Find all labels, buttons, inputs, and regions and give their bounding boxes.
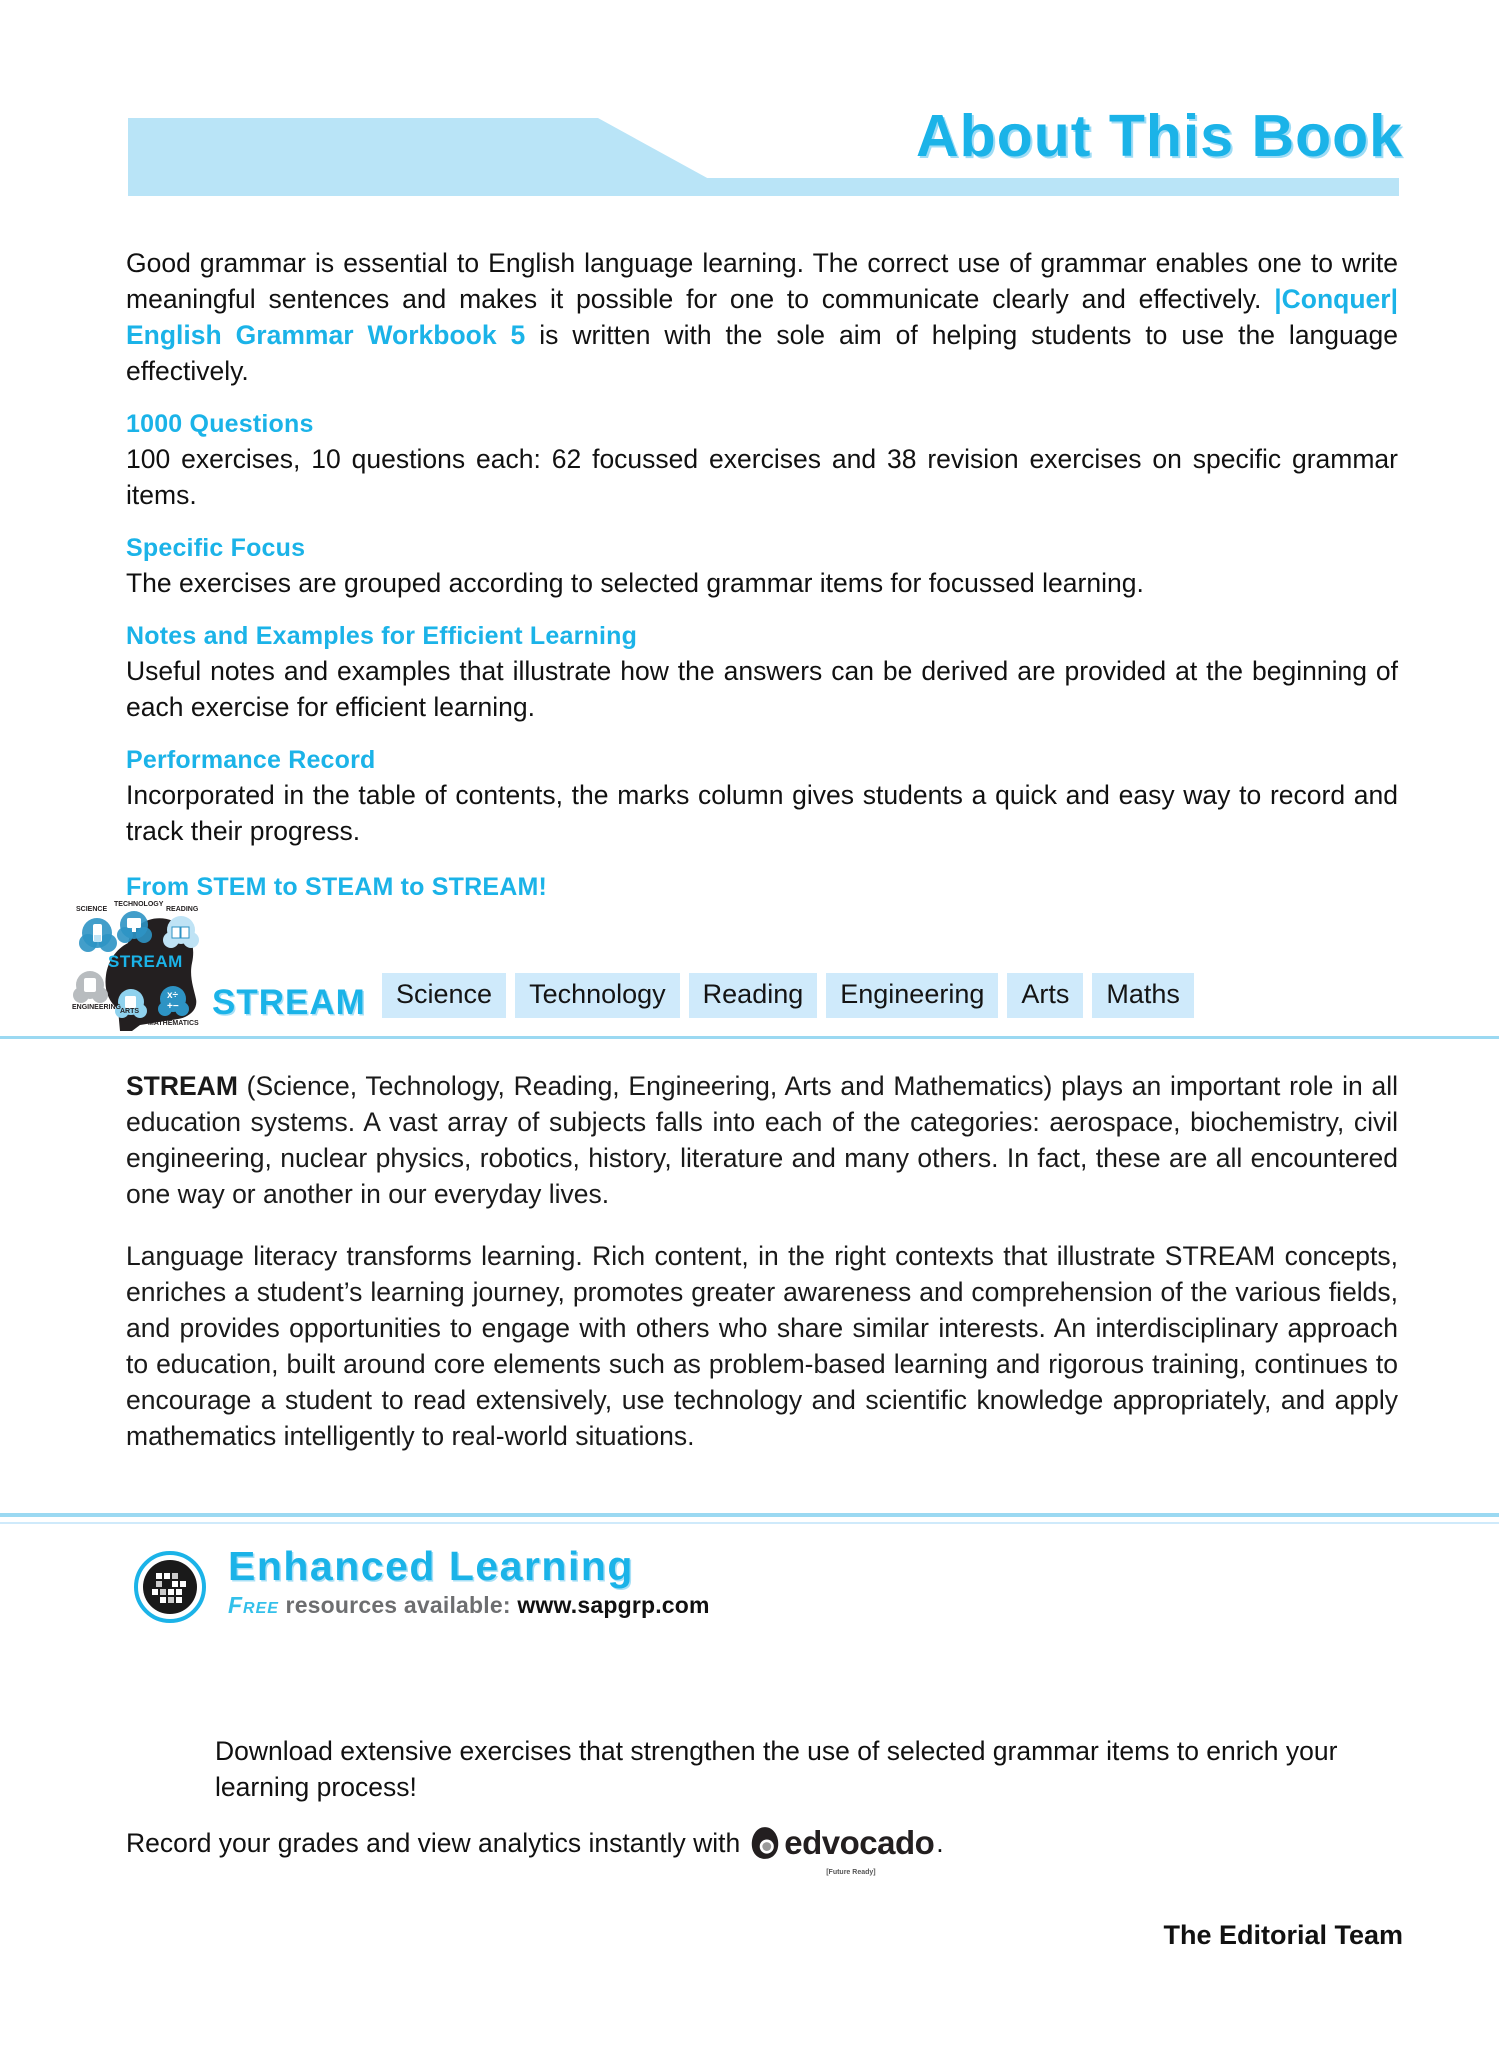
tab-arts[interactable]: Arts [1007, 973, 1083, 1018]
page-title: About This Book [916, 103, 1403, 169]
section-heading-notes: Notes and Examples for Efficient Learning [126, 622, 638, 650]
stream-acronym: STREAM [126, 1071, 238, 1101]
edvocado-suffix: . [936, 1828, 944, 1858]
free-label: Free [228, 1592, 279, 1619]
intro-paragraph [126, 245, 1398, 389]
svg-text:ARTS: ARTS [120, 1008, 140, 1015]
tab-engineering[interactable]: Engineering [826, 973, 998, 1018]
svg-text:STREAM: STREAM [108, 952, 183, 971]
svg-text:x÷: x÷ [167, 990, 179, 1001]
section-divider-top [0, 1513, 1499, 1517]
stream-wordmark: STREAM [212, 983, 366, 1022]
resources-url[interactable]: www.sapgrp.com [517, 1592, 710, 1619]
svg-text:ENGINEERING: ENGINEERING [72, 1004, 122, 1011]
section-body-notes: Useful notes and examples that illustrate how the answers can be derived are provided at the beginning of each exercise for efficient learning. [126, 656, 1398, 722]
intro-part1: Good grammar is essential to English language learning. The correct use of grammar enables one to write meaningful sentences and makes it possible for one to communicate clearly and effectively. [126, 248, 1398, 314]
edvocado-tagline: [Future Ready] [826, 1869, 876, 1876]
svg-text:+−: +− [167, 1001, 179, 1012]
section-body-focus: The exercises are grouped according to selected grammar items for focussed learning. [126, 568, 1144, 598]
tab-technology[interactable]: Technology [515, 973, 680, 1018]
enhanced-learning-subtitle [228, 1592, 710, 1619]
enhanced-learning-description: Download extensive exercises that strengthen the use of selected grammar items to enrich your learning process! [215, 1736, 1338, 1802]
stream-paragraph-2: Language literacy transforms learning. Rich content, in the right contexts that illustrate STREAM concepts, enriches a student’s learning journey, promotes greater awareness and comprehension of the various fields, and provides opportunities to engage with others who share similar interests. An interdisciplinary approach to education, built around core elements such as problem-based learning and rigorous training, continues to encourage a student to read extensively, use technology and scientific knowledge appropriately, and apply mathematics intelligently to real-world situations. [126, 1241, 1398, 1451]
tab-science[interactable]: Science [382, 973, 506, 1018]
section-body-questions: 100 exercises, 10 questions each: 62 focussed exercises and 38 revision exercises on specific grammar items. [126, 444, 1398, 510]
stream-tabs [382, 973, 1194, 1018]
stream-strip [0, 893, 1499, 1038]
intro-part2: is written with the sole aim of helping students to use the language effectively. [126, 320, 1398, 386]
main-content [126, 245, 1398, 904]
svg-text:TECHNOLOGY: TECHNOLOGY [114, 901, 164, 908]
section-heading-focus: Specific Focus [126, 534, 306, 562]
stream-description [126, 1068, 1398, 1454]
section-body-performance: Incorporated in the table of contents, the marks column gives students a quick and easy way to record and track their progress. [126, 780, 1398, 846]
section-divider-bottom [0, 1522, 1499, 1524]
edvocado-prefix: Record your grades and view analytics instantly with [126, 1828, 741, 1858]
resources-label: resources available: [278, 1592, 518, 1619]
stream-paragraph-1 [126, 1068, 1398, 1212]
editorial-signature: The Editorial Team [1163, 1920, 1403, 1950]
section-heading-performance: Performance Record [126, 746, 376, 774]
enhanced-learning-block [126, 1545, 1398, 1623]
svg-text:MATHEMATICS: MATHEMATICS [148, 1020, 199, 1027]
stream-divider [0, 1036, 1499, 1039]
tab-maths[interactable]: Maths [1092, 973, 1194, 1018]
stream-paragraph-1-rest: (Science, Technology, Reading, Engineering, Arts and Mathematics) plays an important role in all education systems. A vast array of subjects falls into each of the categories: aerospace, biochemistry, civil engineering, nuclear physics, robotics, history, literature and many others. In fact, these are all encountered one way or another in our everyday lives. [126, 1071, 1398, 1209]
edvocado-logo [750, 1824, 935, 1876]
edvocado-line [126, 1824, 1398, 1876]
tab-reading[interactable]: Reading [689, 973, 818, 1018]
book-title-highlight: |Conquer| English Grammar Workbook 5 [126, 284, 1398, 350]
header-band-base [128, 178, 1399, 196]
crossword-badge-icon [134, 1551, 206, 1623]
svg-text:SCIENCE: SCIENCE [76, 906, 108, 913]
stream-illustration [70, 897, 230, 1032]
section-heading-stream: From STEM to STEAM to STREAM! [126, 873, 548, 901]
enhanced-learning-title: Enhanced Learning [228, 1543, 634, 1589]
section-heading-questions: 1000 Questions [126, 410, 314, 438]
edvocado-wordmark: edvocado [Future Ready] [784, 1825, 934, 1861]
svg-text:READING: READING [166, 906, 199, 913]
